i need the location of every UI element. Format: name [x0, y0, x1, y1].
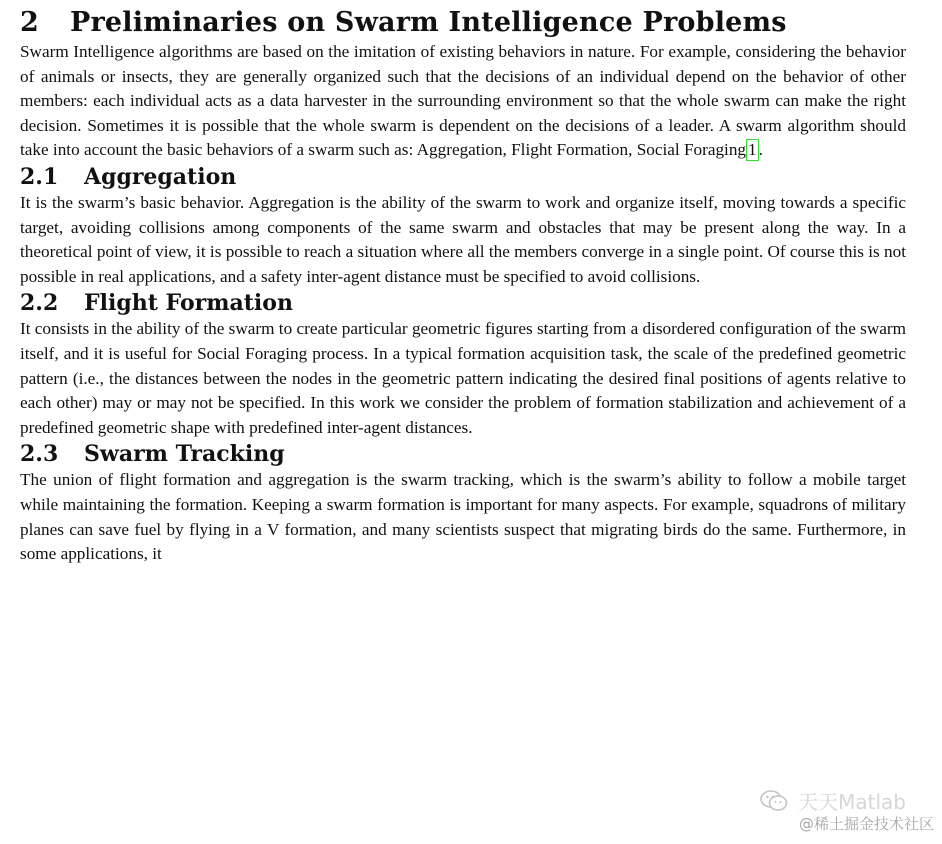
paper-page: [20, 6, 906, 567]
intro-text-end: .: [758, 140, 763, 160]
watermark: [756, 786, 936, 838]
subsection-heading-swarm-tracking: [20, 440, 906, 468]
subsection-title: Flight Formation: [84, 290, 293, 317]
watermark-site: @稀土掘金技术社区: [798, 815, 934, 833]
section-heading: [20, 6, 906, 40]
subsection-number: 2.2: [20, 290, 59, 317]
subsection-heading-aggregation: [20, 163, 906, 191]
subsection-title: Aggregation: [84, 163, 237, 190]
flight-formation-paragraph: It consists in the ability of the swarm to create particular geometric figures starting from a disordered configuration of the swarm itself, and it is useful for Social Foraging process. In a typical formation acquisition task, the scale of the predefined geometric pattern (i.e., the distances between the nodes in the geometric pattern indicating the desired final positions of agents relative to each other) may or may not be specified. In this work we consider the problem of formation stabilization and achievement of a predefined geometric shape with predefined inter-agent distances.: [20, 319, 906, 437]
aggregation-paragraph: It is the swarm’s basic behavior. Aggregation is the ability of the swarm to work and organize itself, moving towards a specific target, avoiding collisions among components of the same swarm and obstacles that may be present along the way. In a theoretical point of view, it is possible to reach a situation where all the members converge in a single point. Of course this is not possible in real applications, and a safety inter-agent distance must be specified to avoid collisions.: [20, 192, 906, 286]
section-number: 2: [20, 7, 39, 38]
subsection-number: 2.3: [20, 441, 59, 468]
subsection-title: Swarm Tracking: [84, 441, 285, 468]
citation-link[interactable]: 1: [748, 140, 757, 160]
wechat-logo-icon: [760, 790, 788, 812]
subsection-heading-flight-formation: [20, 289, 906, 317]
watermark-brand: 天天Matlab: [798, 790, 906, 814]
section-title: Preliminaries on Swarm Intelligence Problems: [70, 7, 787, 38]
subsection-number: 2.1: [20, 163, 59, 190]
intro-paragraph: [20, 40, 906, 163]
swarm-tracking-paragraph: The union of flight formation and aggregation is the swarm tracking, which is the swarm’s ability to follow a mobile target while maintaining the formation. Keeping a swarm formation is important for many aspects. For example, squadrons of military planes can save fuel by flying in a V formation, and many scientists suspect that migrating birds do the same. Furthermore, in some applications, it: [20, 470, 906, 564]
intro-text: Swarm Intelligence algorithms are based on the imitation of existing behaviors in nature. For example, considering the behavior of animals or insects, they are generally organized such that the decisions of an individual depend on the behavior of other members: each individual acts as a data harvester in the surrounding environment so that the whole swarm can make the right decision. Sometimes it is possible that the whole swarm is dependent on the decisions of a leader. A swarm algorithm should take into account the basic behaviors of a swarm such as: Aggregation, Flight Formation, Social Foraging: [20, 42, 906, 160]
